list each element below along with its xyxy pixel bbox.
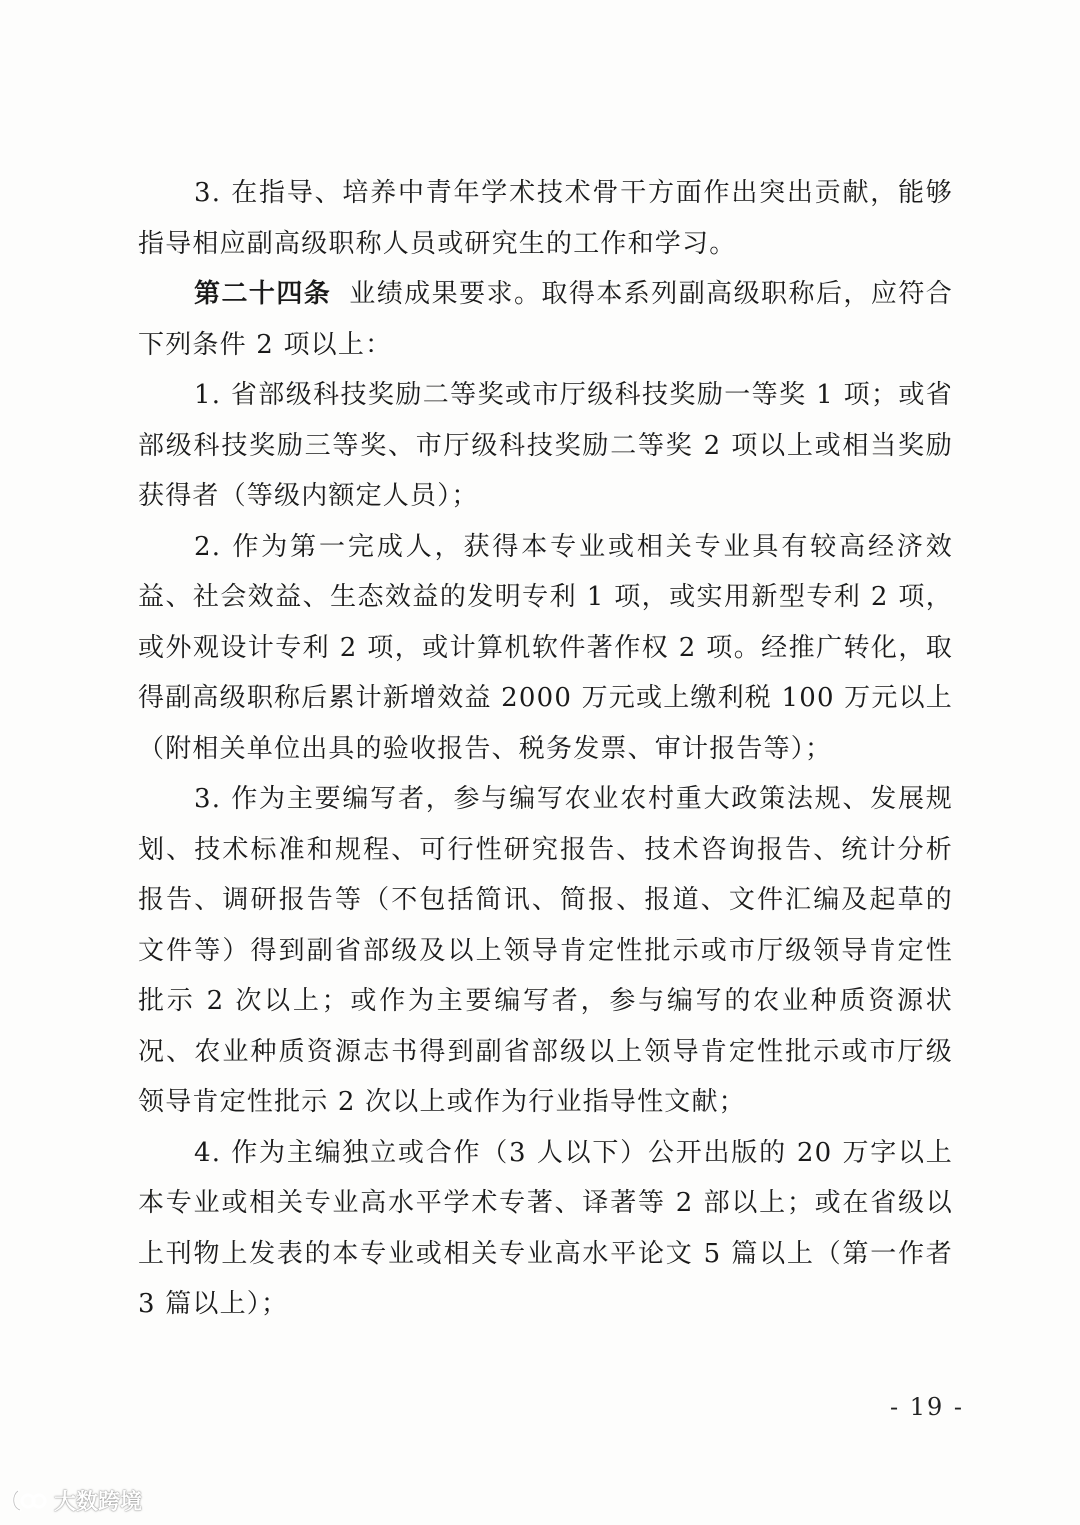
paragraph-item-3-guidance: [138, 168, 953, 269]
document-body: [138, 168, 953, 1330]
paragraph-item-1-awards: [138, 370, 953, 522]
paragraph-text: 2. 作为第一完成人，获得本专业或相关专业具有较高经济效益、社会效益、生态效益的发明专利 1 项，或实用新型专利 2 项，或外观设计专利 2 项，或计算机软件著作权 2 项。经推广转化，取得副高级职称后累计新增效益 2000 万元或上缴利税 100 万元以上（附相关单位出具的验收报告、税务发票、审计报告等）；: [138, 531, 953, 764]
paragraph-item-3-reports: [138, 774, 953, 1128]
brand-logo-icon: [10, 1485, 48, 1515]
watermark-text: 大数跨境: [54, 1489, 143, 1515]
paragraph-text: 4. 作为主编独立或合作（3 人以下）公开出版的 20 万字以上本专业或相关专业高水平学术专著、译著等 2 部以上；或在省级以上刊物上发表的本专业或相关专业高水平论文 5 篇以上（第一作者 3 篇以上）；: [138, 1137, 953, 1319]
paragraph-item-2-patents: [138, 522, 953, 775]
watermark: [10, 1483, 142, 1517]
paragraph-text: 1. 省部级科技奖励二等奖或市厅级科技奖励一等奖 1 项；或省部级科技奖励三等奖、市厅级科技奖励二等奖 2 项以上或相当奖励获得者（等级内额定人员）；: [138, 380, 953, 511]
paragraph-text: 业绩成果要求。取得本系列副高级职称后，应符合下列条件 2 项以上：: [138, 279, 953, 360]
paragraph-text: 3. 在指导、培养中青年学术技术骨干方面作出突出贡献，能够指导相应副高级职称人员或研究生的工作和学习。: [138, 178, 953, 259]
article-title: 第二十四条: [194, 279, 332, 309]
paragraph-item-4-publications: [138, 1128, 953, 1330]
page-number: - 19 -: [890, 1393, 965, 1421]
paragraph-text: 3. 作为主要编写者，参与编写农业农村重大政策法规、发展规划、技术标准和规程、可行性研究报告、技术咨询报告、统计分析报告、调研报告等（不包括简讯、简报、报道、文件汇编及起草的文件等）得到副省部级及以上领导肯定性批示或市厅级领导肯定性批示 2 次以上；或作为主要编写者，参与编写的农业种质资源状况、农业种质资源志书得到副省部级以上领导肯定性批示或市厅级领导肯定性批示 2 次以上或作为行业指导性文献；: [138, 784, 953, 1117]
paragraph-article-24: [138, 269, 953, 370]
